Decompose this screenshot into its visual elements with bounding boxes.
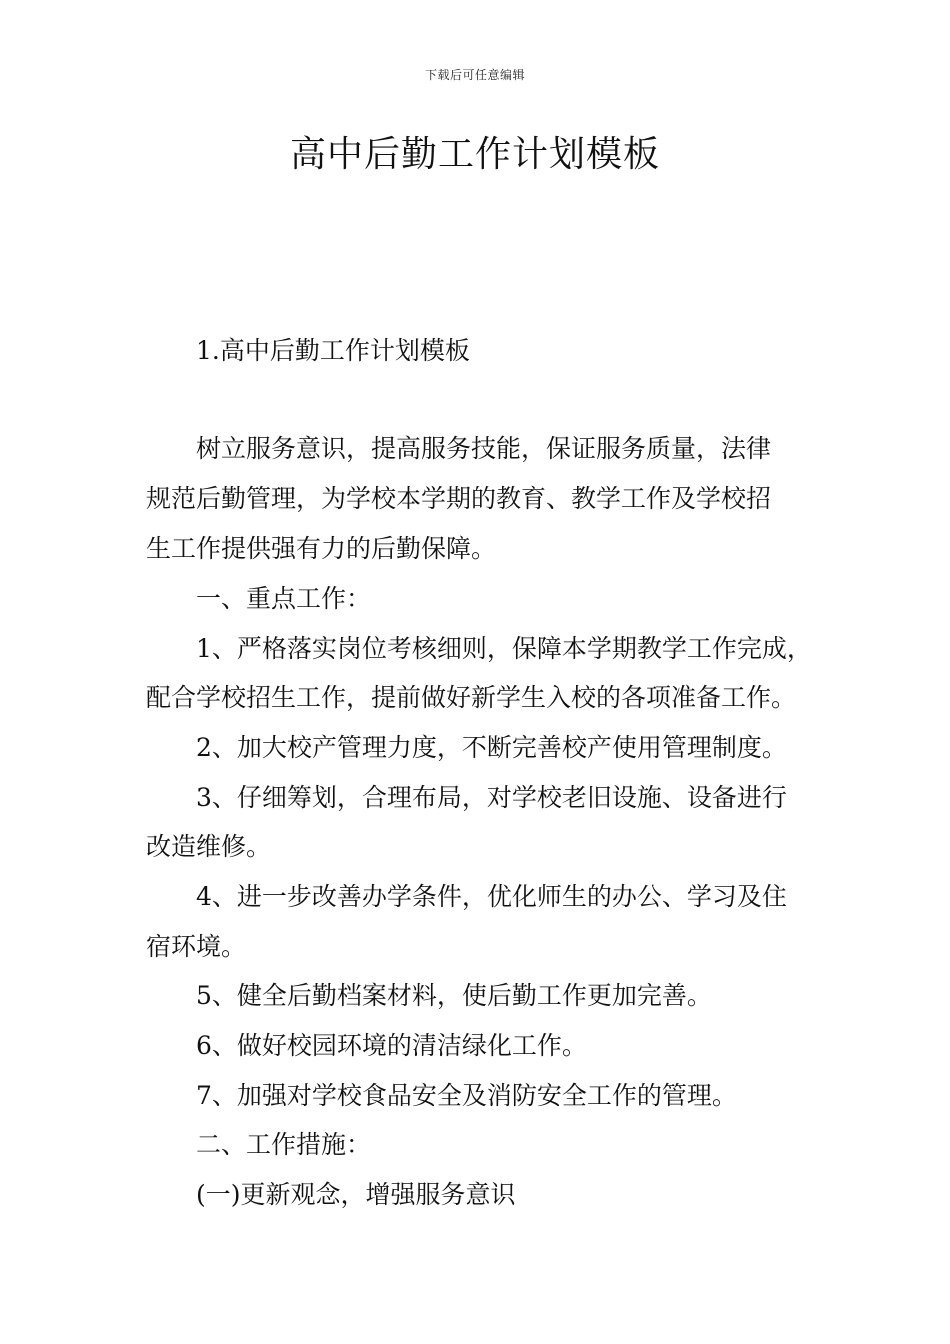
intro-line-3: 生工作提供强有力的后勤保障。: [146, 534, 497, 563]
item-5: 5、健全后勤档案材料，使后勤工作更加完善。: [196, 981, 712, 1010]
item-2: 2、加大校产管理力度，不断完善校产使用管理制度。: [196, 733, 787, 762]
measures-heading: 二、工作措施：: [196, 1130, 372, 1159]
item-4-line-1: 4、进一步改善办学条件，优化师生的办公、学习及住: [196, 882, 787, 911]
item-1-line-1: 1、严格落实岗位考核细则，保障本学期教学工作完成，: [196, 634, 812, 663]
key-work-heading: 一、重点工作：: [196, 584, 372, 613]
item-3-line-1: 3、仔细筹划，合理布局，对学校老旧设施、设备进行: [196, 783, 787, 812]
intro-line-2: 规范后勤管理，为学校本学期的教育、教学工作及学校招: [146, 484, 772, 513]
measure-1: (一)更新观念，增强服务意识: [196, 1180, 516, 1209]
header-note: 下载后可任意编辑: [424, 68, 525, 82]
item-7: 7、加强对学校食品安全及消防安全工作的管理。: [196, 1081, 737, 1110]
document-title: 高中后勤工作计划模板: [289, 134, 660, 175]
intro-line-1: 树立服务意识，提高服务技能，保证服务质量，法律: [196, 434, 772, 463]
item-6: 6、做好校园环境的清洁绿化工作。: [196, 1031, 587, 1060]
item-3-line-2: 改造维修。: [146, 832, 272, 861]
item-4-line-2: 宿环境。: [146, 932, 247, 961]
item-1-line-2: 配合学校招生工作，提前做好新学生入校的各项准备工作。: [146, 683, 797, 712]
section-heading: 1.高中后勤工作计划模板: [196, 336, 470, 365]
